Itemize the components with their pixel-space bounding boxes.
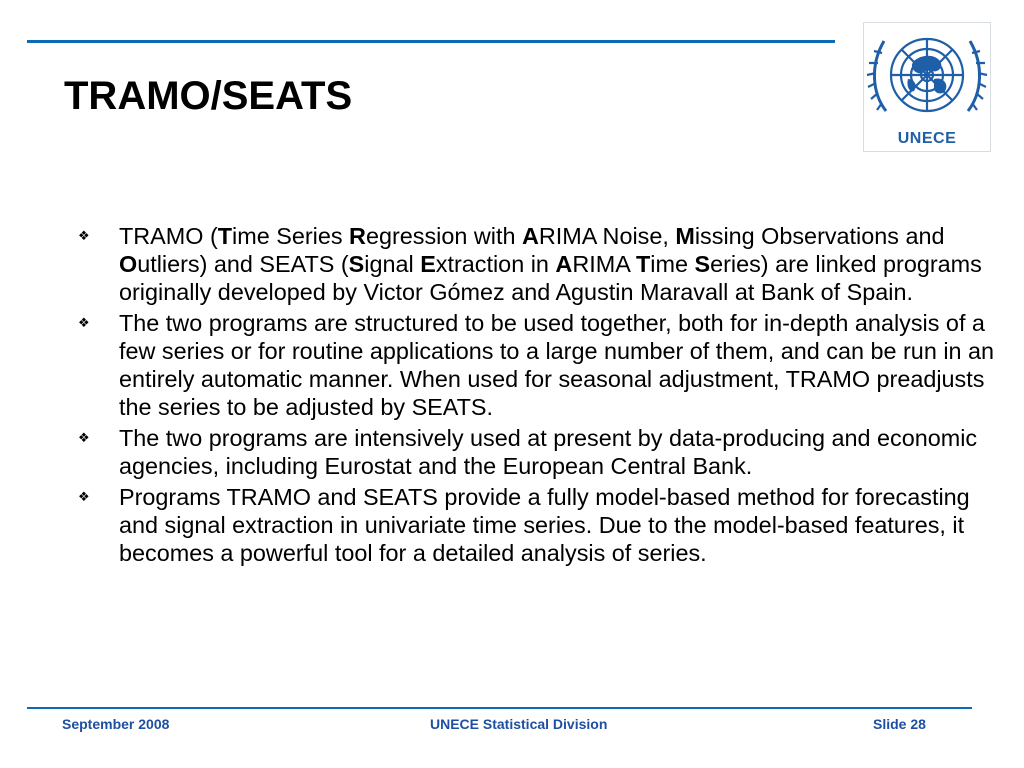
bold-initial: R: [349, 223, 366, 249]
bold-initial: E: [420, 251, 436, 277]
bullet-list: [78, 222, 998, 570]
footer-organization: UNECE Statistical Division: [430, 716, 608, 732]
bold-initial: T: [217, 223, 233, 249]
bullet-text: issing Observations and: [694, 223, 945, 249]
bottom-divider: [27, 707, 972, 709]
footer-slide-number: Slide 28: [873, 716, 926, 732]
diamond-bullet-icon: ❖: [78, 489, 90, 504]
bullet-text: ignal: [364, 251, 421, 277]
bullet-item: [78, 309, 998, 421]
diamond-bullet-icon: ❖: [78, 315, 90, 330]
bold-initial: M: [675, 223, 695, 249]
bullet-item: [78, 222, 998, 306]
bullet-text: eries) are linked programs originally developed by Victor Gómez and Agustin Maravall at Bank of Spain.: [119, 251, 982, 305]
bold-initial: S: [348, 251, 365, 277]
bullet-text: egression with: [365, 223, 522, 249]
unece-logo: [863, 22, 991, 152]
bold-initial: O: [119, 251, 138, 277]
bold-initial: A: [555, 251, 573, 277]
diamond-bullet-icon: ❖: [78, 430, 90, 445]
bullet-text: RIMA Noise,: [538, 223, 676, 249]
bullet-item: [78, 424, 998, 480]
bullet-text: utliers) and SEATS (: [137, 251, 349, 277]
footer-date: September 2008: [62, 716, 170, 732]
bullet-item: [78, 483, 998, 567]
bullet-text: Programs TRAMO and SEATS provide a fully model-based method for forecasting and signal extraction in univariate time series. Due to the model-based features, it becomes a powerful tool for a detailed analysis of series.: [119, 484, 970, 566]
logo-text: UNECE: [897, 130, 957, 147]
bullet-text: RIMA: [572, 251, 636, 277]
top-divider: [27, 40, 835, 43]
bullet-text: ime Series: [232, 223, 350, 249]
diamond-bullet-icon: ❖: [78, 228, 90, 243]
bold-initial: A: [521, 223, 539, 249]
bullet-text: ime: [650, 251, 695, 277]
bullet-text: TRAMO (: [119, 223, 218, 249]
bullet-text: xtraction in: [435, 251, 556, 277]
slide-title: TRAMO/SEATS: [64, 74, 353, 118]
bullet-text: The two programs are structured to be used together, both for in-depth analysis of a few series or for routine applications to a large number of them, and can be run in an entirely automatic manner. When used for seasonal adjustment, TRAMO preadjusts the series to be adjusted by SEATS.: [119, 310, 995, 420]
bold-initial: T: [636, 251, 651, 277]
bullet-text: The two programs are intensively used at present by data-producing and economic agencies, including Eurostat and the European Central Bank.: [119, 425, 978, 479]
bold-initial: S: [694, 251, 711, 277]
